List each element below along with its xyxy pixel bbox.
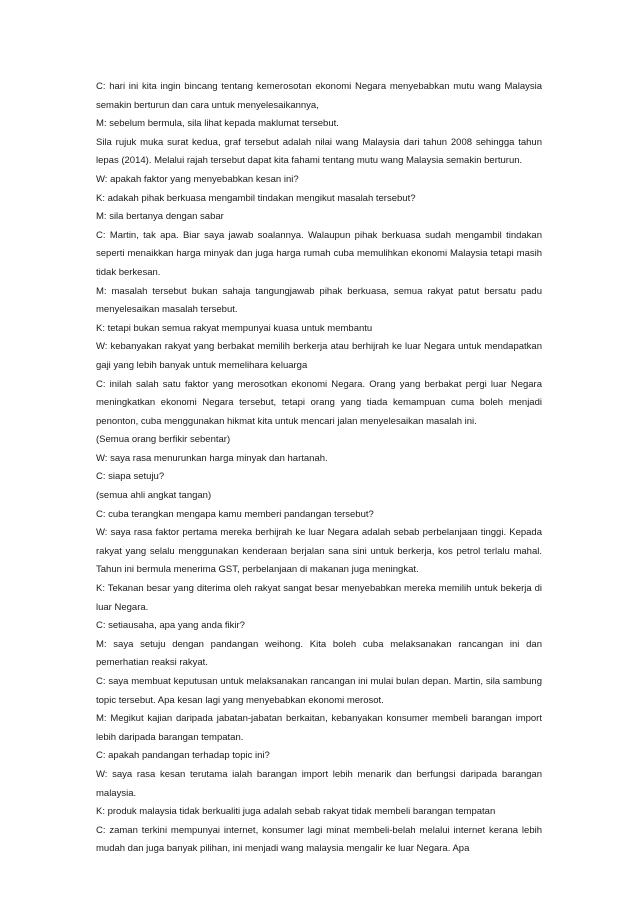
paragraph: M: saya setuju dengan pandangan weihong. Kita boleh cuba melaksanakan rancangan ini dan pemerhatian reaksi rakyat. xyxy=(96,638,542,669)
paragraph: M: sila bertanya dengan sabar xyxy=(96,211,224,223)
paragraph: W: apakah faktor yang menyebabkan kesan ini? xyxy=(96,173,299,185)
paragraph: W: saya rasa menurunkan harga minyak dan hartanah. xyxy=(96,452,328,464)
paragraph: M: Megikut kajian daripada jabatan-jabatan berkaitan, kebanyakan konsumer membeli barangan import lebih daripada barangan tempatan. xyxy=(96,713,542,743)
paragraph: C: cuba terangkan mengapa kamu memberi pandangan tersebut? xyxy=(96,508,374,520)
transcript-body xyxy=(96,78,542,859)
paragraph: M: masalah tersebut bukan sahaja tangungjawab pihak berkuasa, semua rakyat patut bersatu padu menyelesaikan masalah tersebut. xyxy=(96,285,542,316)
paragraph: C: saya membuat keputusan untuk melaksanakan rancangan ini mulai bulan depan. Martin, sila sambung topic tersebut. Apa kesan lagi yang menyebabkan ekonomi merosot. xyxy=(96,676,542,706)
paragraph: K: Tekanan besar yang diterima oleh rakyat sangat besar menyebabkan mereka memilih untuk bekerja di luar Negara. xyxy=(96,583,542,613)
paragraph: W: saya rasa faktor pertama mereka berhijrah ke luar Negara adalah sebab perbelanjaan tinggi. Kepada rakyat yang selalu menggunakan kenderaan berjalan sana sini untuk berkerja, kos petrol terlalu mahal. Tahun ini bermula menerima GST, perbelanjaan di makanan juga meningkat. xyxy=(96,527,542,576)
paragraph: Sila rujuk muka surat kedua, graf tersebut adalah nilai wang Malaysia dari tahun 2008 sehingga tahun lepas (2014). Melalui rajah tersebut dapat kita fahami tentang mutu wang Malaysia semakin berturun. xyxy=(96,136,542,167)
paragraph: C: setiausaha, apa yang anda fikir? xyxy=(96,620,245,632)
paragraph: C: inilah salah satu faktor yang merosotkan ekonomi Negara. Orang yang berbakat pergi luar Negara meningkatkan ekonomi Negara tersebut, tetapi orang yang tiada kemampuan cuma boleh menjadi penonton, cuba menggunakan hikmat kita untuk mencari jalan menyelesaikan masalah ini. xyxy=(96,378,542,427)
paragraph: W: kebanyakan rakyat yang berbakat memilih berkerja atau berhijrah ke luar Negara untuk mendapatkan gaji yang lebih banyak untuk memelihara keluarga xyxy=(96,341,542,371)
stage-direction: (semua ahli angkat tangan) xyxy=(96,490,212,502)
paragraph-intro: C: hari ini kita ingin bincang tentang kemerosotan ekonomi Negara menyebabkan mutu wang Malaysia semakin berturun dan cara untuk menyelesaikannya, xyxy=(96,81,542,111)
paragraph: K: tetapi bukan semua rakyat mempunyai kuasa untuk membantu xyxy=(96,322,373,334)
paragraph: K: produk malaysia tidak berkualiti juga adalah sebab rakyat tidak membeli barangan tempatan xyxy=(96,806,496,818)
paragraph: M: sebelum bermula, sila lihat kepada maklumat tersebut. xyxy=(96,118,339,130)
paragraph: W: saya rasa kesan terutama ialah barangan import lebih menarik dan berfungsi daripada barangan malaysia. xyxy=(96,768,542,799)
paragraph: C: zaman terkini mempunyai internet, konsumer lagi minat membeli-belah melalui internet kerana lebih mudah dan juga banyak pilihan, ini menjadi wang malaysia mengalir ke luar Negara. Apa xyxy=(96,824,542,855)
paragraph: K: adakah pihak berkuasa mengambil tindakan mengikut masalah tersebut? xyxy=(96,192,416,204)
paragraph: C: siapa setuju? xyxy=(96,471,165,483)
paragraph: C: Martin, tak apa. Biar saya jawab soalannya. Walaupun pihak berkuasa sudah mengambil tindakan seperti menaikkan harga minyak dan juga harga rumah cuba memulihkan ekonomi Malaysia tetapi masih tidak berkesan. xyxy=(96,229,542,278)
paragraph: C: apakah pandangan terhadap topic ini? xyxy=(96,750,270,762)
stage-direction: (Semua orang berfikir sebentar) xyxy=(96,434,231,446)
